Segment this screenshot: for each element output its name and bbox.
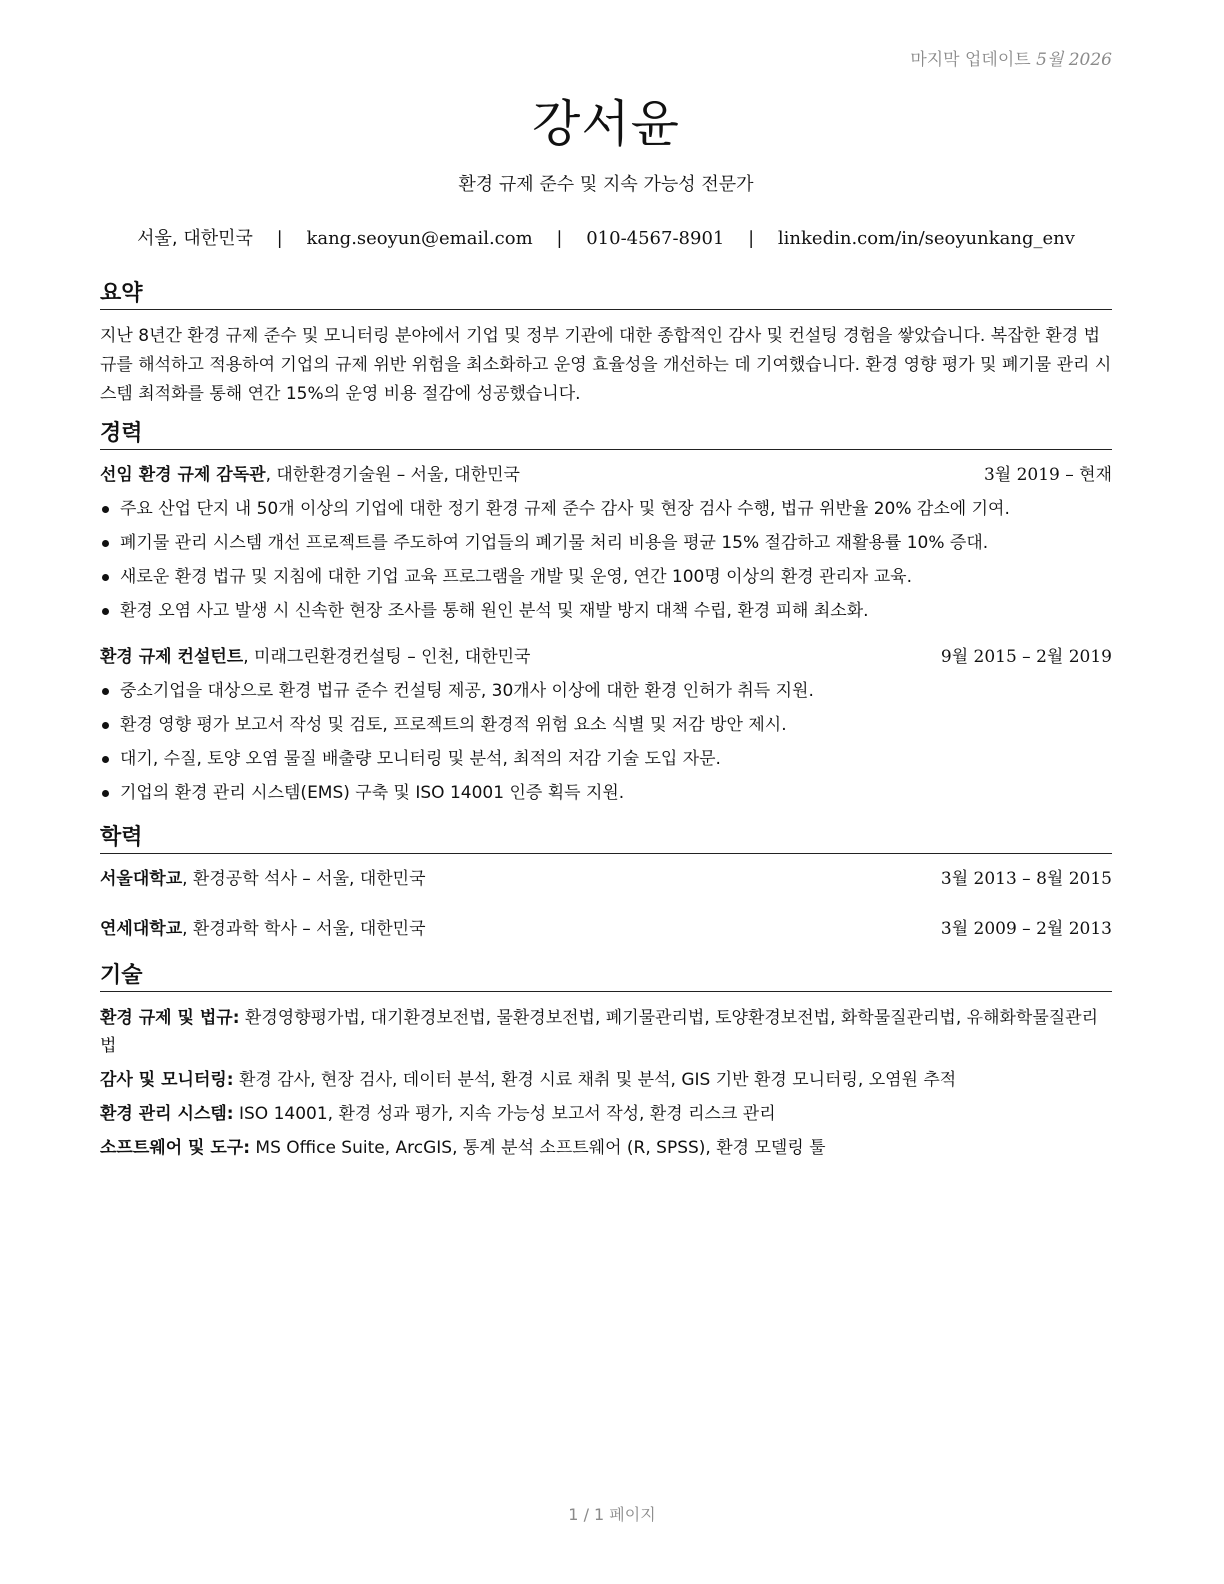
last-updated-year: 2026 (1068, 50, 1112, 70)
last-updated (910, 45, 1112, 70)
education-detail: , 환경공학 석사 – 서울, 대한민국 (182, 869, 426, 889)
contact-separator: | (748, 228, 755, 249)
job-bullet: 새로운 환경 법규 및 지침에 대한 기업 교육 프로그램을 개발 및 운영, 연간 100명 이상의 환경 관리자 교육. (100, 560, 1112, 594)
skill-value: 환경영향평가법, 대기환경보전법, 물환경보전법, 폐기물관리법, 토양환경보전법, 화학물질관리법, 유해화학물질관리법 (100, 1008, 1099, 1056)
job-bullet: 환경 오염 사고 발생 시 신속한 현장 조사를 통해 원인 분석 및 재발 방지 대책 수립, 환경 피해 최소화. (100, 594, 1112, 628)
summary-section (100, 276, 1112, 409)
skill-label: 감사 및 모니터링: (100, 1070, 234, 1090)
resume-page (100, 0, 1112, 1584)
job-role: 환경 규제 컨설턴트 (100, 647, 244, 667)
job-bullet: 대기, 수질, 토양 오염 물질 배출량 모니터링 및 분석, 최적의 저감 기술 도입 자문. (100, 742, 1112, 776)
candidate-headline: 환경 규제 준수 및 지속 가능성 전문가 (458, 174, 754, 195)
job-date: 3월 2019 – 현재 (983, 465, 1112, 485)
contact-phone[interactable]: 010-4567-8901 (586, 228, 725, 249)
job-role: 선임 환경 규제 감독관 (100, 465, 266, 485)
candidate-name: 강서윤 (532, 95, 680, 153)
job-date: 9월 2015 – 2월 2019 (940, 647, 1112, 667)
section-title-summary: 요약 (100, 276, 1112, 310)
job-org: , 미래그린환경컨설팅 – 인천, 대한민국 (243, 647, 531, 667)
job-header (100, 644, 1112, 670)
job-entry (100, 644, 1112, 810)
contact-separator: | (556, 228, 563, 249)
job-bullet: 기업의 환경 관리 시스템(EMS) 구축 및 ISO 14001 인증 획득 지원. (100, 776, 1112, 810)
job-entry (100, 462, 1112, 628)
contact-location: 서울, 대한민국 (137, 228, 253, 249)
skill-row (100, 1004, 1112, 1060)
section-title-skills: 기술 (100, 958, 1112, 992)
page-number: 1 / 1 페이지 (568, 1505, 656, 1524)
section-title-experience: 경력 (100, 416, 1112, 450)
education-school: 서울대학교 (100, 869, 183, 889)
contact-separator: | (276, 228, 283, 249)
education-entry (100, 866, 1112, 892)
last-updated-month: 5월 (1036, 50, 1064, 70)
skill-row (100, 1134, 1112, 1162)
job-bullet: 중소기업을 대상으로 환경 법규 준수 컨설팅 제공, 30개사 이상에 대한 환경 인허가 취득 지원. (100, 674, 1112, 708)
job-header (100, 462, 1112, 488)
job-bullet: 폐기물 관리 시스템 개선 프로젝트를 주도하여 기업들의 폐기물 처리 비용을 평균 15% 절감하고 재활용률 10% 증대. (100, 526, 1112, 560)
skill-value: MS Office Suite, ArcGIS, 통계 분석 소프트웨어 (R, SPSS), 환경 모델링 툴 (250, 1138, 826, 1158)
skill-label: 소프트웨어 및 도구: (100, 1138, 251, 1158)
skill-value: 환경 감사, 현장 검사, 데이터 분석, 환경 시료 채취 및 분석, GIS 기반 환경 모니터링, 오염원 추적 (233, 1070, 957, 1090)
contact-linkedin[interactable]: linkedin.com/in/seoyunkang_env (777, 228, 1075, 249)
job-bullets (100, 492, 1112, 628)
education-school: 연세대학교 (100, 919, 183, 939)
contact-line (100, 224, 1112, 250)
job-org: , 대한환경기술원 – 서울, 대한민국 (265, 465, 520, 485)
skill-row (100, 1066, 1112, 1094)
education-date: 3월 2009 – 2월 2013 (940, 919, 1112, 939)
skill-value: ISO 14001, 환경 성과 평가, 지속 가능성 보고서 작성, 환경 리스크 관리 (233, 1104, 776, 1124)
last-updated-label: 마지막 업데이트 (910, 50, 1031, 70)
job-bullet: 환경 영향 평가 보고서 작성 및 검토, 프로젝트의 환경적 위험 요소 식별 및 저감 방안 제시. (100, 708, 1112, 742)
section-title-education: 학력 (100, 820, 1112, 854)
skills-section (100, 958, 1112, 1168)
education-date: 3월 2013 – 8월 2015 (940, 869, 1112, 889)
job-bullets (100, 674, 1112, 810)
education-detail: , 환경과학 학사 – 서울, 대한민국 (182, 919, 426, 939)
education-entry (100, 916, 1112, 942)
skill-label: 환경 규제 및 법규: (100, 1008, 240, 1028)
skill-label: 환경 관리 시스템: (100, 1104, 234, 1124)
education-section (100, 820, 1112, 942)
skill-row (100, 1100, 1112, 1128)
summary-text: 지난 8년간 환경 규제 준수 및 모니터링 분야에서 기업 및 정부 기관에 대한 종합적인 감사 및 컨설팅 경험을 쌓았습니다. 복잡한 환경 법규를 해석하고 적용하여 기업의 규제 위반 위험을 최소화하고 운영 효율성을 개선하는 데 기여했습니다. 환경 영향 평가 및 폐기물 관리 시스템 최적화를 통해 연간 15%의 운영 비용 절감에 성공했습니다. (100, 326, 1112, 404)
experience-section (100, 416, 1112, 810)
contact-email[interactable]: kang.seoyun@email.com (306, 228, 533, 249)
job-bullet: 주요 산업 단지 내 50개 이상의 기업에 대한 정기 환경 규제 준수 감사 및 현장 검사 수행, 법규 위반율 20% 감소에 기여. (100, 492, 1112, 526)
